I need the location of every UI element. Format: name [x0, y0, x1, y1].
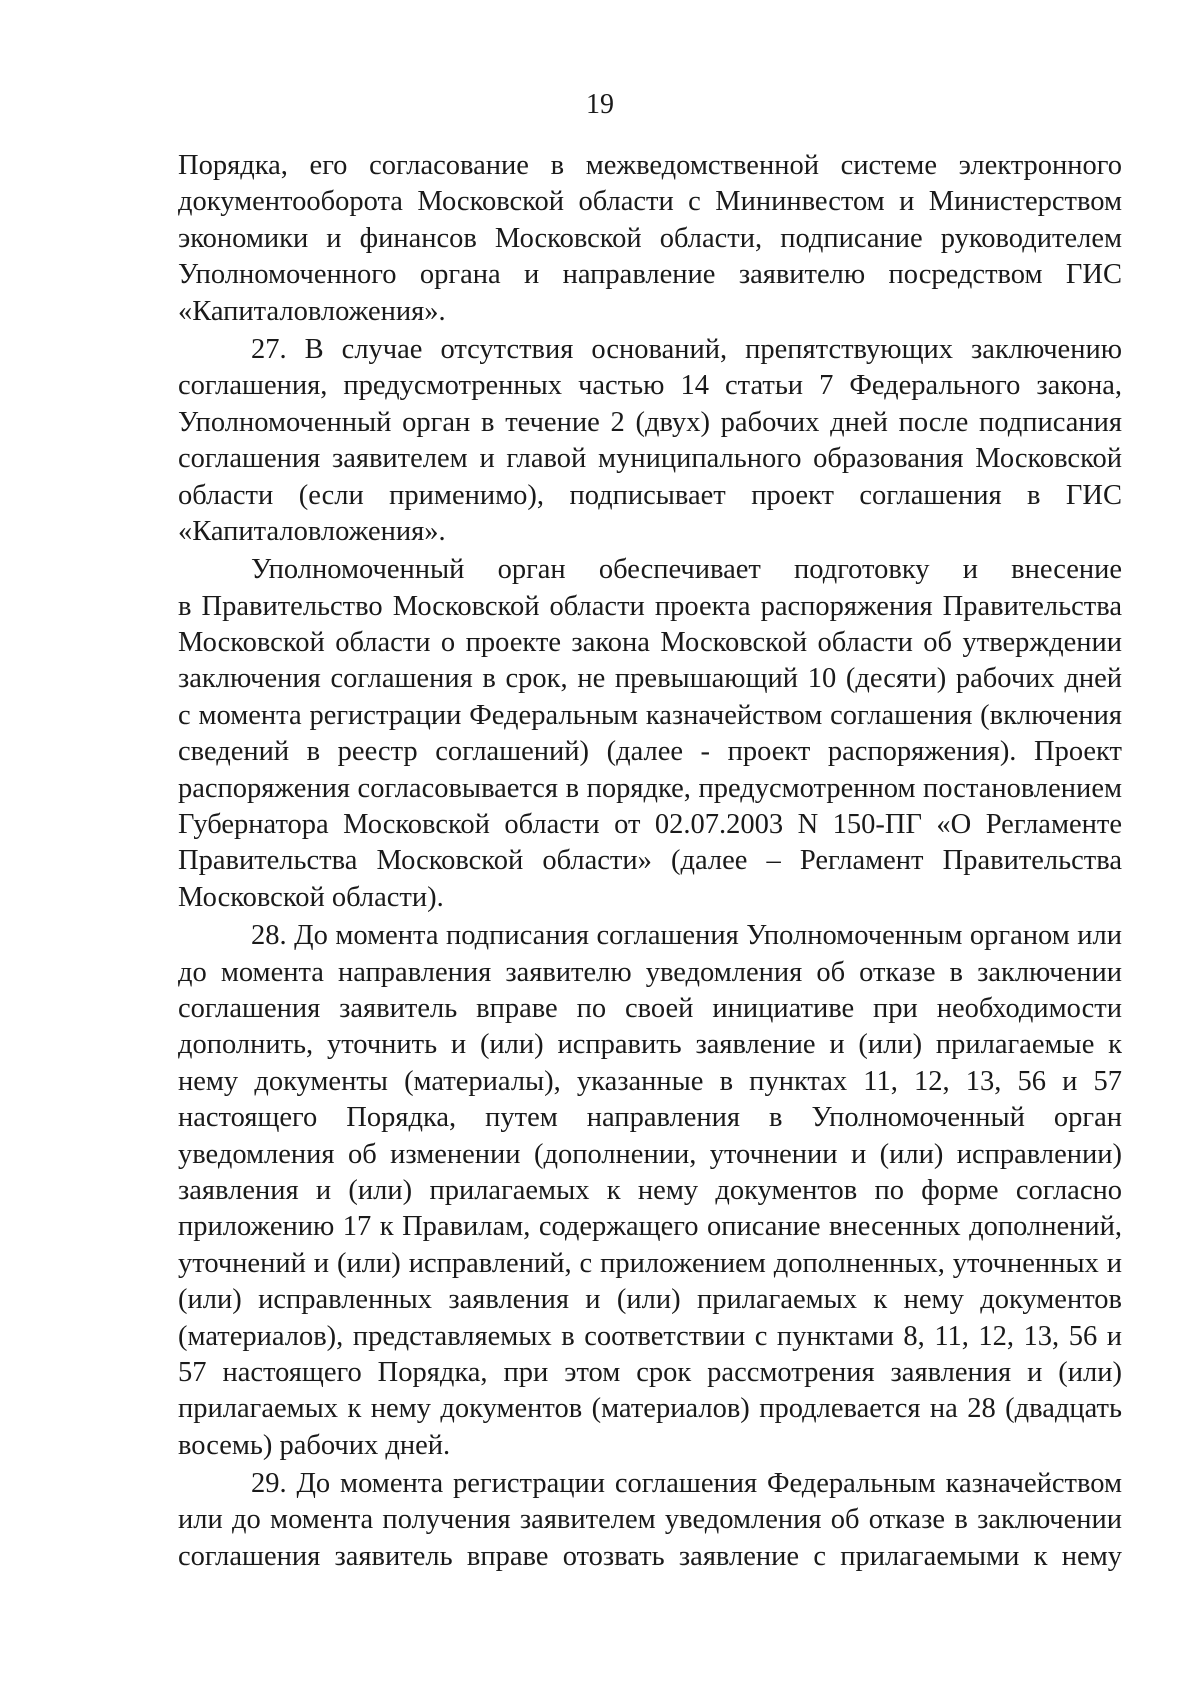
paragraph-continuation [178, 148, 1122, 330]
text-line: «Капиталовложения». [178, 515, 446, 547]
text-line: «Капиталовложения». [178, 295, 446, 327]
text-line: 29. До момента регистрации соглашения Федеральным казначейством [251, 1468, 1122, 1500]
text-line: соглашения заявителем и главой муниципального образования Московской [178, 443, 1122, 475]
text-line: соглашения заявитель вправе по своей инициативе при необходимости [178, 992, 1122, 1024]
text-line: заключения соглашения в срок, не превышающий 10 (десяти) рабочих дней [178, 663, 1122, 695]
text-line: документооборота Московской области с Мининвестом и Министерством [178, 186, 1122, 218]
text-line: заявления и (или) прилагаемых к нему документов по форме согласно [178, 1174, 1122, 1206]
text-line: восемь) рабочих дней. [178, 1429, 451, 1461]
text-line: сведений в реестр соглашений) (далее - проект распоряжения). Проект [178, 736, 1122, 768]
text-line: дополнить, уточнить и (или) исправить заявление и (или) прилагаемые к [178, 1029, 1122, 1061]
text-line: Губернатора Московской области от 02.07.2003 N 150-ПГ «О Регламенте [178, 809, 1122, 841]
text-line: нему документы (материалы), указанные в пунктах 11, 12, 13, 56 и 57 [178, 1065, 1122, 1097]
text-line: настоящего Порядка, путем направления в Уполномоченный орган [178, 1102, 1122, 1134]
text-line: 28. До момента подписания соглашения Уполномоченным органом или [251, 920, 1122, 952]
paragraph-item-29 [178, 1466, 1122, 1575]
paragraph-item-27 [178, 332, 1122, 550]
text-line: уточнений и (или) исправлений, с приложением дополненных, уточненных и [178, 1247, 1122, 1279]
text-line: прилагаемых к нему документов (материалов) продлевается на 28 (двадцать [178, 1393, 1122, 1425]
text-line: (материалов), представляемых в соответствии с пунктами 8, 11, 12, 13, 56 и [178, 1320, 1122, 1352]
text-line: распоряжения согласовывается в порядке, предусмотренном постановлением [178, 772, 1122, 804]
text-line: Московской области о проекте закона Московской области об утверждении [178, 627, 1122, 659]
text-line: в Правительство Московской области проекта распоряжения Правительства [178, 590, 1122, 622]
text-line: Уполномоченный орган в течение 2 (двух) рабочих дней после подписания [178, 406, 1122, 438]
document-body [178, 148, 1122, 1575]
text-line: области (если применимо), подписывает проект соглашения в ГИС [178, 479, 1122, 511]
text-line: 57 настоящего Порядка, при этом срок рассмотрения заявления и (или) [178, 1356, 1122, 1388]
text-line: приложению 17 к Правилам, содержащего описание внесенных дополнений, [178, 1211, 1122, 1243]
text-line: уведомления об изменении (дополнении, уточнении и (или) исправлении) [178, 1138, 1122, 1170]
text-line: экономики и финансов Московской области, подписание руководителем [178, 222, 1122, 254]
text-line: 27. В случае отсутствия оснований, препятствующих заключению [251, 333, 1122, 365]
text-line: соглашения, предусмотренных частью 14 статьи 7 Федерального закона, [178, 370, 1122, 402]
text-line: (или) исправленных заявления и (или) прилагаемых к нему документов [178, 1284, 1122, 1316]
text-line: Уполномоченного органа и направление заявителю посредством ГИС [178, 259, 1122, 291]
text-line: Уполномоченный орган обеспечивает подготовку и внесение [251, 554, 1122, 586]
paragraph-item-28 [178, 918, 1122, 1464]
text-line: до момента направления заявителю уведомления об отказе в заключении [178, 956, 1122, 988]
page-number: 19 [586, 89, 614, 120]
paragraph-authorized-body [178, 552, 1122, 916]
text-line: Правительства Московской области» (далее – Регламент Правительства [178, 845, 1122, 877]
text-line: соглашения заявитель вправе отозвать заявление с прилагаемыми к нему [178, 1540, 1122, 1572]
text-line: или до момента получения заявителем уведомления об отказе в заключении [178, 1504, 1122, 1536]
text-line: Порядка, его согласование в межведомственной системе электронного [178, 150, 1122, 181]
text-line: Московской области). [178, 881, 444, 913]
text-line: с момента регистрации Федеральным казначейством соглашения (включения [178, 699, 1122, 731]
